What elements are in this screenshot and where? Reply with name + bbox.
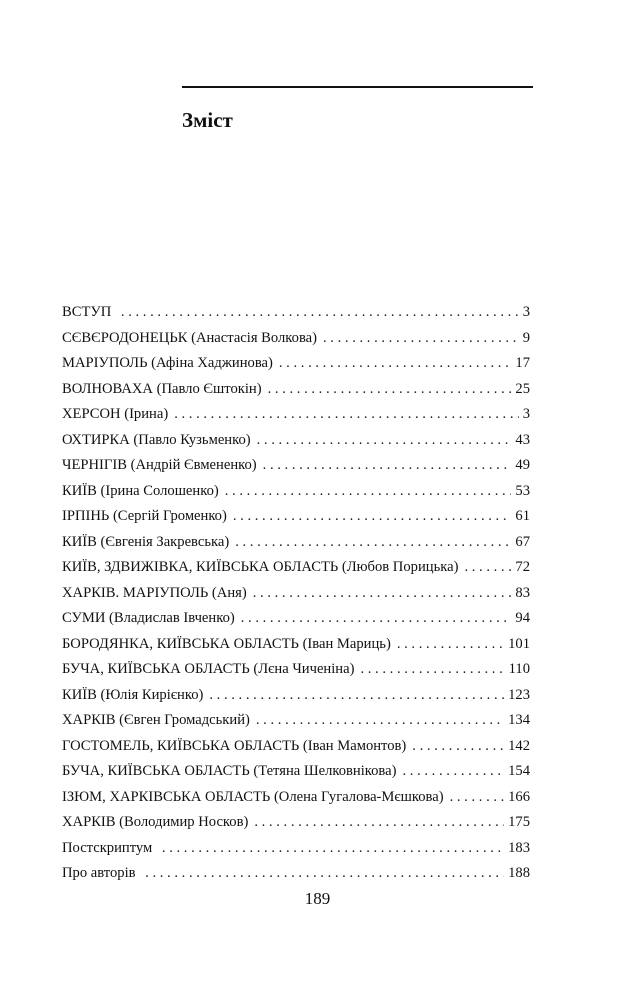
dot-leader [253, 581, 512, 607]
dot-leader [256, 708, 504, 734]
toc-entry-author: (Владислав Івченко) [109, 610, 235, 626]
toc-entry-place: ВОЛНОВАХА [62, 380, 153, 397]
dot-leader [268, 377, 512, 403]
toc-entry-place: КИЇВ [62, 686, 97, 703]
toc-entry-title [62, 810, 248, 836]
dot-leader [233, 504, 512, 530]
toc-entry-author: (Іван Мариць) [302, 635, 391, 652]
toc-entry [62, 810, 530, 836]
dot-leader [279, 351, 512, 377]
toc-entry-page: 166 [508, 788, 530, 805]
dot-leader [209, 683, 504, 709]
toc-entry-author: (Євген Громадський) [119, 712, 250, 728]
toc-entry-place: ВСТУП [62, 304, 112, 320]
toc-entry-author: (Тетяна Шелковнікова) [253, 763, 397, 779]
toc-entry-title [62, 759, 396, 785]
toc-entry-title [62, 351, 273, 377]
toc-entry-author: (Аня) [211, 584, 247, 601]
toc-entry [62, 402, 530, 428]
toc-entry [62, 428, 530, 454]
toc-entry-page: 3 [522, 304, 530, 320]
toc-entry-title [62, 785, 444, 811]
dot-leader [162, 836, 504, 862]
toc-entry-title [62, 734, 406, 760]
toc-entry-author [136, 865, 140, 881]
toc-entry-author: (Ірина) [124, 406, 169, 422]
toc-entry-page: 183 [508, 839, 530, 856]
toc-entry [62, 836, 530, 862]
toc-entry-place: БУЧА, КИЇВСЬКА ОБЛАСТЬ [62, 763, 250, 779]
toc-entry-place: ЧЕРНІГІВ [62, 457, 127, 473]
toc-entry-page: 3 [522, 406, 530, 422]
toc-entry-page: 72 [515, 559, 530, 575]
dot-leader [241, 606, 512, 632]
dot-leader [225, 479, 512, 505]
toc-entry-title [62, 708, 250, 734]
toc-entry [62, 606, 530, 632]
toc-entry [62, 632, 530, 658]
page-title: Зміст [182, 108, 233, 132]
dot-leader [145, 861, 504, 887]
toc-entry-author: (Андрій Євмененко) [130, 457, 257, 473]
dot-leader [254, 810, 504, 836]
toc-entry-place: ОХТИРКА [62, 431, 130, 448]
toc-entry-author: (Сергій Громенко) [112, 508, 227, 524]
header-rule [182, 86, 533, 88]
toc-entry [62, 734, 530, 760]
toc-entry-author: (Володимир Носков) [119, 814, 249, 830]
toc-entry [62, 351, 530, 377]
toc-entry-title [62, 504, 227, 530]
toc-entry-page: 94 [515, 610, 530, 626]
toc-entry-author: (Афіна Хаджинова) [151, 355, 273, 371]
toc-entry-title [62, 300, 115, 326]
toc-entry-page: 110 [508, 661, 530, 677]
toc-entry [62, 377, 530, 403]
toc-entry-place: СУМИ [62, 610, 106, 626]
toc-entry-place: МАРІУПОЛЬ [62, 355, 148, 371]
toc-entry [62, 657, 530, 683]
toc-entry-author [152, 840, 156, 856]
toc-entry [62, 759, 530, 785]
page-number: 189 [304, 889, 331, 908]
dot-leader [263, 453, 512, 479]
toc-entry-title [62, 530, 229, 556]
dot-leader [464, 555, 511, 581]
toc-entry-place: КИЇВ, ЗДВИЖІВКА, КИЇВСЬКА ОБЛАСТЬ [62, 559, 339, 575]
toc-entry-page: 154 [508, 763, 530, 779]
dot-leader [323, 326, 519, 352]
toc-entry [62, 683, 530, 709]
toc-entry-title [62, 402, 168, 428]
toc-entry [62, 479, 530, 505]
toc-entry-place: КИЇВ [62, 533, 97, 550]
toc-entry-title [62, 453, 257, 479]
toc-entry-author: (Любов Порицька) [341, 559, 459, 575]
toc-entry-author: (Анастасія Волкова) [191, 329, 317, 346]
toc-entry-title [62, 428, 251, 454]
toc-entry-page: 43 [515, 431, 530, 448]
dot-leader [257, 428, 512, 454]
toc-entry [62, 785, 530, 811]
table-of-contents [62, 300, 530, 887]
toc-entry [62, 861, 530, 887]
toc-entry [62, 326, 530, 352]
dot-leader [450, 785, 505, 811]
toc-entry-title [62, 683, 203, 709]
dot-leader [360, 657, 504, 683]
toc-entry-page: 134 [508, 712, 530, 728]
toc-entry-page: 17 [515, 355, 530, 371]
dot-leader [397, 632, 504, 658]
toc-entry-title [62, 479, 219, 505]
dot-leader [402, 759, 504, 785]
toc-entry-place: Про авторів [62, 865, 136, 881]
dot-leader [235, 530, 511, 556]
toc-entry-page: 83 [515, 584, 530, 601]
toc-entry-author [111, 304, 115, 320]
toc-entry-page: 142 [508, 737, 530, 754]
toc-entry-page: 53 [515, 482, 530, 499]
toc-entry-title [62, 606, 235, 632]
toc-entry [62, 708, 530, 734]
toc-entry [62, 300, 530, 326]
toc-entry-place: СЄВЄРОДОНЕЦЬК [62, 329, 188, 346]
dot-leader [174, 402, 519, 428]
toc-entry-author: (Ірина Солошенко) [100, 482, 219, 499]
toc-entry-place: ХАРКІВ. МАРІУПОЛЬ [62, 584, 209, 601]
toc-entry-page: 25 [515, 380, 530, 397]
dot-leader [121, 300, 519, 326]
toc-entry-title [62, 581, 247, 607]
toc-entry-place: ІЗЮМ, ХАРКІВСЬКА ОБЛАСТЬ [62, 788, 271, 805]
toc-entry [62, 530, 530, 556]
toc-entry-page: 188 [508, 865, 530, 881]
toc-entry-author: (Іван Мамонтов) [302, 737, 407, 754]
toc-entry-place: Постскриптум [62, 839, 153, 856]
toc-entry [62, 453, 530, 479]
toc-entry-author: (Олена Гугалова-Мєшкова) [273, 788, 444, 805]
toc-entry-author: (Павло Єштокін) [156, 380, 262, 397]
toc-entry-author: (Юлія Кирієнко) [100, 686, 204, 703]
toc-entry-author: (Лєна Чиченіна) [253, 661, 355, 677]
toc-entry [62, 555, 530, 581]
toc-entry-place: БУЧА, КИЇВСЬКА ОБЛАСТЬ [62, 661, 250, 677]
toc-entry-place: ІРПІНЬ [62, 508, 110, 524]
toc-entry-place: КИЇВ [62, 482, 97, 499]
toc-entry [62, 504, 530, 530]
toc-entry-title [62, 555, 458, 581]
toc-entry-page: 175 [508, 814, 530, 830]
toc-entry-title [62, 377, 262, 403]
toc-entry-place: БОРОДЯНКА, КИЇВСЬКА ОБЛАСТЬ [62, 635, 299, 652]
toc-entry-title [62, 836, 156, 862]
toc-entry-page: 49 [515, 457, 530, 473]
toc-entry-title [62, 657, 354, 683]
toc-entry-page: 101 [508, 635, 530, 652]
toc-entry-title [62, 326, 317, 352]
toc-entry-place: ГОСТОМЕЛЬ, КИЇВСЬКА ОБЛАСТЬ [62, 737, 300, 754]
toc-entry-page: 9 [522, 329, 530, 346]
toc-entry-page: 67 [515, 533, 530, 550]
toc-entry-page: 123 [508, 686, 530, 703]
toc-entry-place: ХАРКІВ [62, 814, 116, 830]
toc-entry-place: ХАРКІВ [62, 712, 116, 728]
dot-leader [412, 734, 504, 760]
toc-entry-page: 61 [515, 508, 530, 524]
toc-entry-author: (Євгенія Закревська) [100, 533, 230, 550]
toc-entry [62, 581, 530, 607]
toc-entry-place: ХЕРСОН [62, 406, 121, 422]
toc-entry-title [62, 632, 391, 658]
toc-entry-title [62, 861, 139, 887]
toc-entry-author: (Павло Кузьменко) [133, 431, 251, 448]
